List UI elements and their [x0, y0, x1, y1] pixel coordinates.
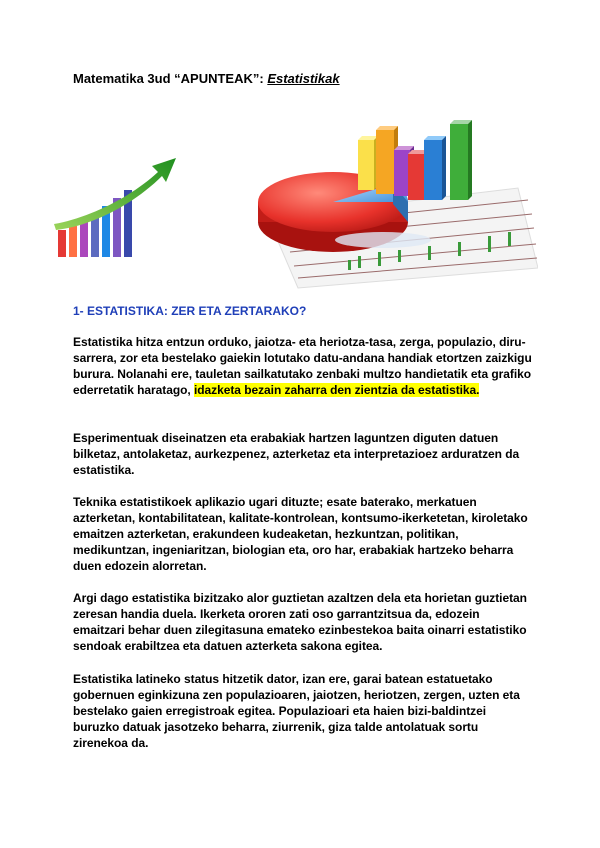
- paragraph-3: Teknika estatistikoek aplikazio ugari dituzte; esate baterako, merkatuen azterketan, kontabilitatean, kalitate-kontrolean, kontsumo-ikerketetan, kiroletako emaitzen azterketan, erakundeen kudeaketan, hezkuntzan, politikan, medikuntzan, ingeniaritzan, biologian eta, oro har, erabakiak hartzeko beharra duen edozein alorretan.: [73, 495, 528, 573]
- paragraph-1: [73, 334, 533, 398]
- paragraph-2: Esperimentuak diseinatzen eta erabakiak hartzen laguntzen diguten datuen bilketaz, antolaketaz, aurkezpenez, azterketaz eta interpretazioez arduratzen da estatistika.: [73, 431, 520, 477]
- highlighted-text: idazketa bezain zaharra den zientzia da estatistika.: [193, 383, 480, 397]
- paragraph-4: Argi dago estatistika bizitzako alor guztietan azaltzen dela eta horietan guztietan zeresan handia duela. Ikerketa ororen zati oso garrantzitsua da, edozein emaitzari behar duen zilegitasuna emateko ezinbestekoa baita oinarri estatistiko sendoak erabiltzea eta datuen azterketa sakona egitea.: [73, 591, 527, 653]
- growth-bar-arrow-icon: [54, 158, 176, 257]
- paragraph-5: Estatistika latineko status hitzetik dator, izan ere, garai batean estatuetako gobernuen eginkizuna zen populazioaren, jaiotzen, heriotzen, zergen, uzten eta bestelako gaien erregistroak egitea. Populazioari eta haien bizi-baldintzei buruzko datuak jasotzeko beharra, ziurrenik, giza talde antolatuak sortu zirenekoa da.: [73, 672, 520, 750]
- page-title: [73, 71, 340, 86]
- section-heading: 1- ESTATISTIKA: ZER ETA ZERTARAKO?: [73, 304, 307, 318]
- title-main: Matematika 3ud “APUNTEAK”:: [73, 71, 268, 86]
- pie-bar-3d-icon: [258, 120, 538, 288]
- title-topic: Estatistikak: [267, 71, 340, 86]
- paragraph-1-text: Estatistika hitza entzun orduko, jaiotza- eta heriotza-tasa, zerga, populazio, diru-sarrera, zor eta bestelako gaiekin lotutako datu-andana handiak etortzen zaizkigu burura. Nolanahi ere, tauletan sailkatutako zenbaki multzo handietatik eta grafiko ederretatik haratago,: [73, 335, 532, 397]
- statistics-illustration: [48, 110, 538, 290]
